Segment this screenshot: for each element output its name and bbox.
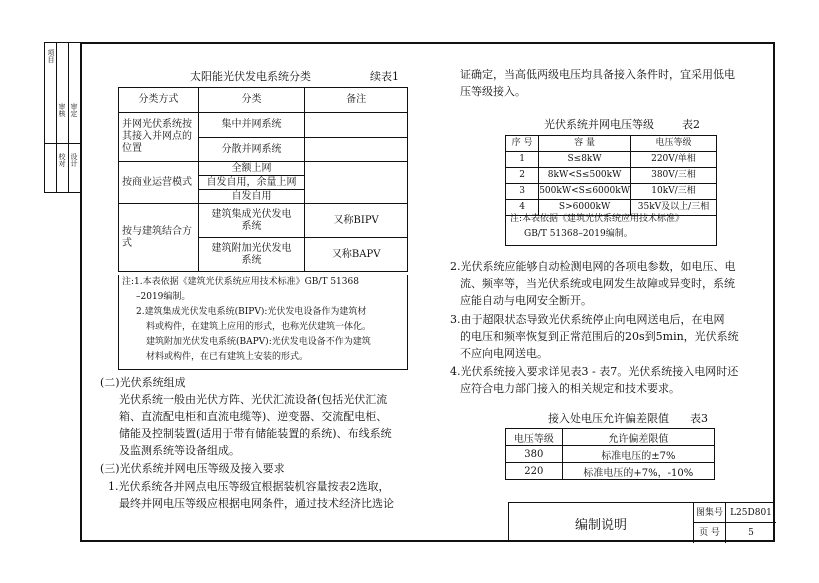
note-line: 建筑附加光伏发电系统(BAPV):光伏发电设备不作为建筑: [146, 337, 371, 347]
table2-cell: 380V/三相: [630, 168, 716, 184]
strip-label: 设计: [70, 153, 78, 167]
body-line: 光伏系统一般由光伏方阵、光伏汇流设备(包括光伏汇流: [119, 393, 388, 406]
table1-cell: 建筑集成光伏发电系统: [198, 204, 305, 238]
table2-cell: 8kW<S≤500kW: [539, 168, 631, 184]
note-line: 注:本表依据《建筑光伏系统应用技术标准》: [510, 214, 685, 224]
note-line: 料或构件，在建筑上应用的形式，也称光伏建筑一体化。: [146, 322, 372, 332]
body-line: 应符合电力部门接入的相关规定和技术要求。: [460, 382, 680, 395]
table2-header: 电压等级: [630, 136, 716, 152]
table3-caption: 接入处电压允许偏差限值: [548, 412, 669, 425]
table2-cell: 2: [506, 168, 539, 184]
body-line: 2.光伏系统应能够自动检测电网的各项电参数，如电压、电: [450, 260, 736, 273]
table1-header: 分类: [198, 88, 305, 113]
strip-label: 校对: [58, 153, 66, 167]
table2-cell: 3: [506, 184, 539, 200]
body-line: 的电压和频率恢复到正常范围后的20s到5min，光伏系统: [460, 330, 739, 343]
body-line: 4.光伏系统接入要求详见表3 - 表7。光伏系统接入电网时还: [450, 365, 739, 378]
note-line: GB/T 51368–2019编制。: [524, 229, 633, 239]
page-label: 页 号: [694, 523, 726, 543]
table1-cell: 建筑附加光伏发电系统: [198, 238, 305, 272]
body-line: 应能自动与电网安全断开。: [460, 294, 592, 307]
table2-cell: 4: [506, 200, 539, 216]
table2-cell: 10kV/三相: [630, 184, 716, 200]
table1-caption: 太阳能光伏发电系统分类: [190, 70, 311, 83]
table3-header: 电压等级: [506, 429, 563, 446]
table2-notes: [505, 212, 717, 246]
table1-cell: 全额上网: [198, 162, 305, 176]
table3-header: 允许偏差限值: [562, 429, 714, 446]
atlas-number: L25D801: [726, 503, 776, 523]
table1-cell: [305, 138, 408, 162]
section3-title: (三)光伏系统并网电压等级及接入要求: [100, 462, 285, 475]
table3-number: 表3: [690, 412, 708, 425]
table3-cell: 标准电压的±7%: [562, 446, 714, 463]
table3-cell: 380: [506, 446, 563, 463]
table1-header: 备注: [305, 88, 408, 113]
table2-cell: 1: [506, 152, 539, 168]
strip-label: 项目: [47, 49, 55, 63]
page-number: 5: [748, 528, 754, 538]
table2-cell: 500kW<S≤6000kW: [539, 184, 631, 200]
table1-cell: [305, 113, 408, 138]
table1-group-label: 按商业运营模式: [119, 162, 199, 204]
body-line: 3.由于超限状态导致光伏系统停止向电网送电后，在电网: [450, 313, 725, 326]
table3-cell: 标准电压的+7%，-10%: [562, 463, 714, 480]
drawing-title: 编制说明: [509, 503, 694, 543]
table2-header: 序 号: [506, 136, 539, 152]
table1-group-label: 按与建筑结合方式: [119, 204, 199, 272]
table1-cell: 集中并网系统: [198, 113, 305, 138]
table2-header: 容 量: [539, 136, 631, 152]
table1-cell: 又称BIPV: [305, 204, 408, 238]
body-line: 1.光伏系统各并网点电压等级宜根据装机容量按表2选取，: [108, 480, 390, 493]
body-line: 不应向电网送电。: [460, 347, 548, 360]
table2-cell: 35kV及以上/三相: [630, 200, 716, 216]
strip-label: 审定: [70, 103, 78, 117]
table1-cell: 分散并网系统: [198, 138, 305, 162]
table1-cell: 自发自用: [198, 190, 305, 204]
note-line: 注:1.本表依据《建筑光伏系统应用技术标准》GB/T 51368: [122, 277, 359, 287]
body-line: 箱、直流配电柜和直流电缆等)、逆变器、交流配电柜、: [119, 410, 388, 423]
table1-header: 分类方式: [119, 88, 199, 113]
binding-strip: [44, 42, 80, 193]
body-line: 储能及控制装置(适用于带有储能装置的系统)、布线系统: [119, 427, 392, 440]
table2-cell: 220V/单相: [630, 152, 716, 168]
table1: [118, 87, 408, 272]
table2-caption: 光伏系统并网电压等级: [544, 118, 654, 131]
table2-cell: S≤8kW: [539, 152, 631, 168]
table3-cell: 220: [506, 463, 563, 480]
table1-number: 续表1: [370, 70, 399, 83]
title-block: [508, 502, 775, 542]
body-line: 及监测系统等设备组成。: [119, 444, 240, 457]
strip-label: 审核: [58, 103, 66, 117]
body-line: 最终并网电压等级应根据电网条件，通过技术经济比选论: [119, 497, 394, 510]
table1-group-label: 并网光伏系统按其接入并网点的位置: [119, 113, 199, 162]
table2: [505, 135, 717, 216]
table2-cell: S>6000kW: [539, 200, 631, 216]
table1-notes: [118, 275, 408, 370]
note-line: –2019编制。: [136, 292, 191, 302]
table3: [505, 428, 715, 480]
table1-cell: [305, 162, 408, 204]
body-line: 流、频率等，当光伏系统或电网发生故障或异变时，系统: [460, 277, 735, 290]
body-line: 证确定，当高低两级电压均具备接入条件时，宜采用低电: [460, 68, 735, 81]
note-line: 材料或构件，在已有建筑上安装的形式。: [146, 352, 309, 362]
body-line: 压等级接入。: [460, 85, 526, 98]
section2-title: (二)光伏系统组成: [100, 376, 186, 389]
table2-number: 表2: [682, 118, 700, 131]
note-line: 2.建筑集成光伏发电系统(BIPV):光伏发电设备作为建筑材: [136, 307, 367, 317]
table1-cell: 自发自用，余量上网: [198, 176, 305, 190]
table1-cell: 又称BAPV: [305, 238, 408, 272]
atlas-label: 图集号: [694, 503, 726, 523]
